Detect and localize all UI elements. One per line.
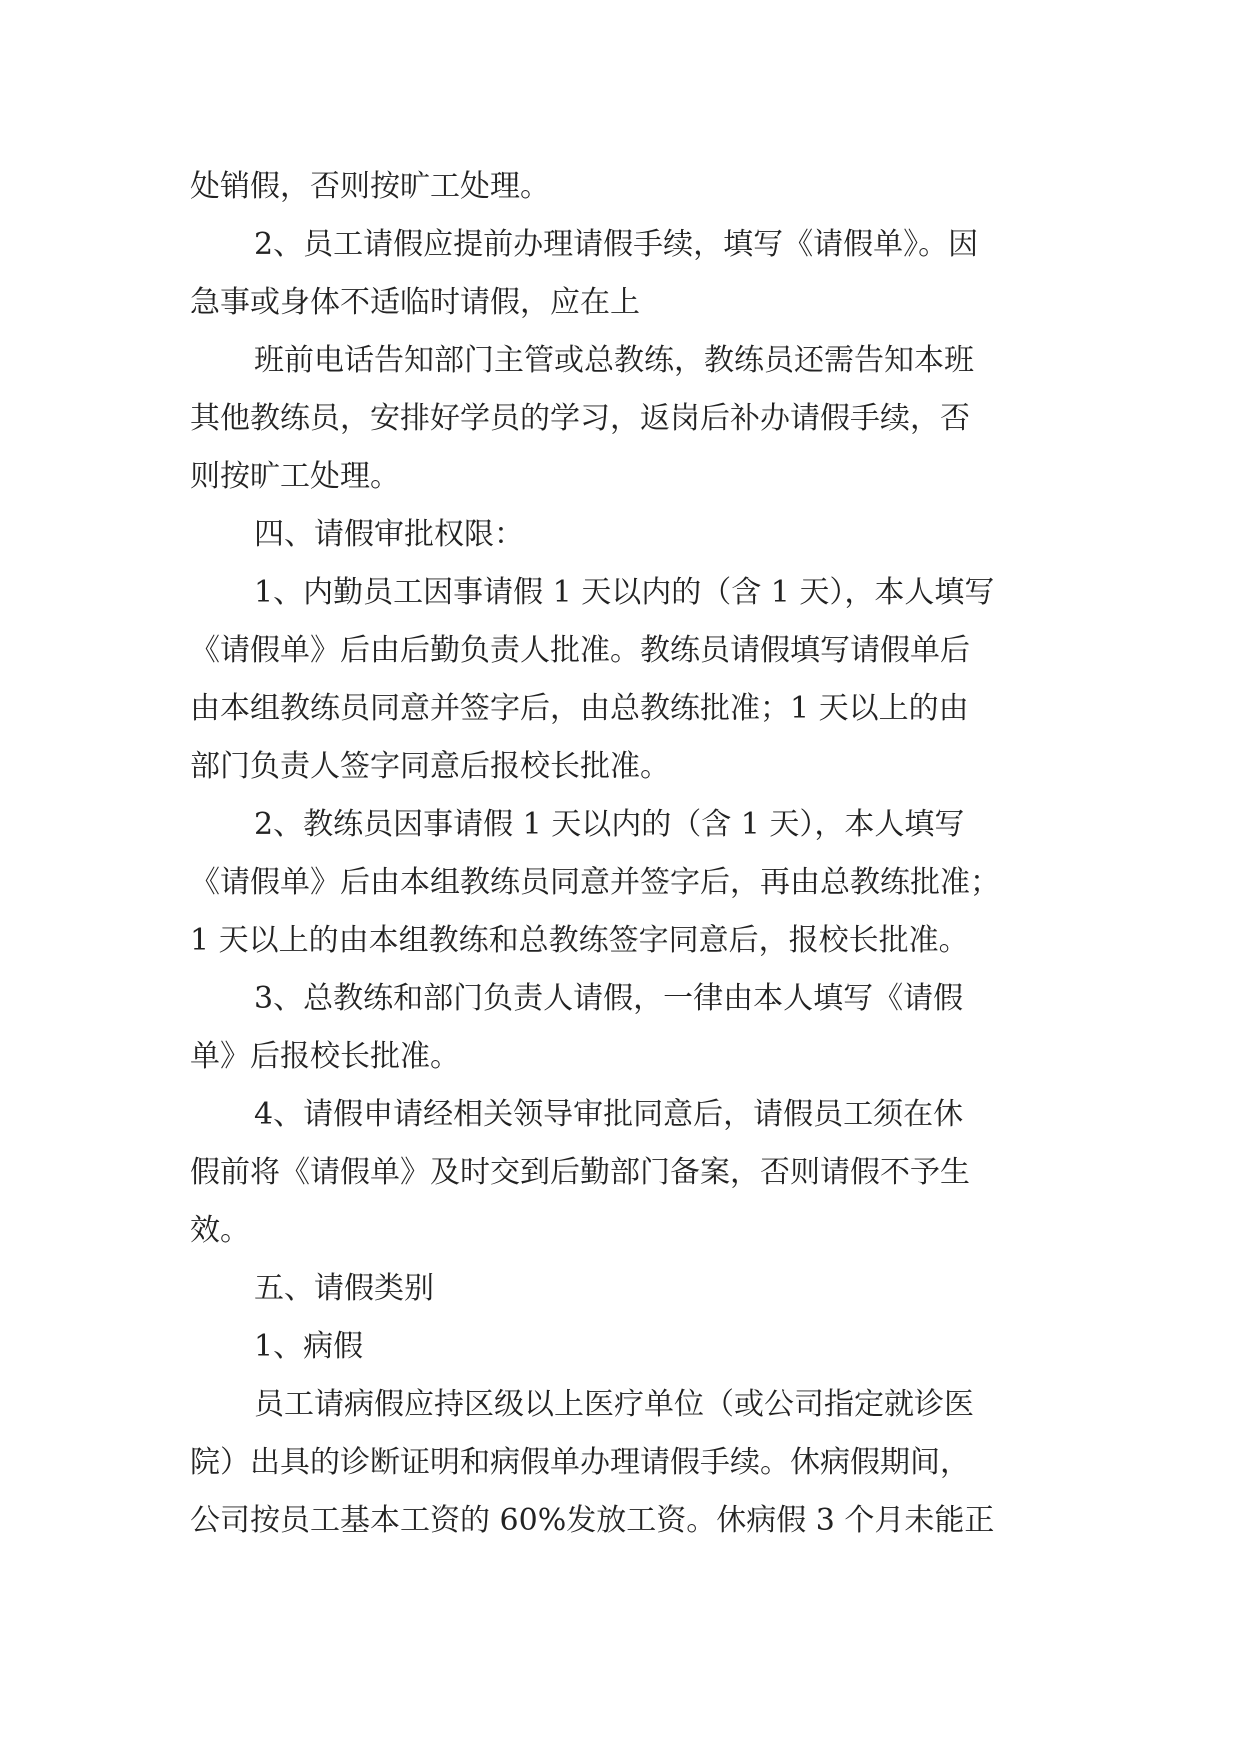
- text-line: 院）出具的诊断证明和病假单办理请假手续。休病假期间，: [190, 1445, 970, 1480]
- text-line: 员工请病假应持区级以上医疗单位（或公司指定就诊医: [254, 1387, 974, 1422]
- text-line: 班前电话告知部门主管或总教练，教练员还需告知本班: [254, 343, 974, 378]
- text-line: 《请假单》后由后勤负责人批准。教练员请假填写请假单后: [190, 633, 970, 668]
- text-line: 2、教练员因事请假 1 天以内的（含 1 天），本人填写: [254, 807, 965, 842]
- document-body: [190, 158, 1060, 1550]
- text-line: 假前将《请假单》及时交到后勤部门备案，否则请假不予生: [190, 1155, 970, 1190]
- text-line: 处销假，否则按旷工处理。: [190, 169, 550, 204]
- text-line: 3、总教练和部门负责人请假，一律由本人填写《请假: [254, 981, 964, 1016]
- text-line: 其他教练员，安排好学员的学习，返岗后补办请假手续，否: [190, 401, 970, 436]
- section-heading: 四、请假审批权限：: [254, 517, 524, 552]
- text-line: 1 天以上的由本组教练和总教练签字同意后，报校长批准。: [190, 923, 969, 958]
- text-line: 效。: [190, 1213, 250, 1248]
- text-line: 则按旷工处理。: [190, 459, 400, 494]
- text-line: 部门负责人签字同意后报校长批准。: [190, 749, 670, 784]
- section-heading: 五、请假类别: [254, 1271, 434, 1306]
- text-line: 由本组教练员同意并签字后，由总教练批准；1 天以上的由: [190, 691, 969, 726]
- text-line: 单》后报校长批准。: [190, 1039, 460, 1074]
- text-line: 4、请假申请经相关领导审批同意后，请假员工须在休: [254, 1097, 964, 1132]
- text-line: 2、员工请假应提前办理请假手续，填写《请假单》。因: [254, 227, 979, 262]
- text-line: 急事或身体不适临时请假，应在上: [190, 285, 640, 320]
- text-line: 1、内勤员工因事请假 1 天以内的（含 1 天），本人填写: [254, 575, 995, 610]
- subsection-heading: 1、病假: [254, 1329, 364, 1364]
- text-line: 《请假单》后由本组教练员同意并签字后，再由总教练批准；: [190, 865, 1000, 900]
- text-line: 公司按员工基本工资的 60%发放工资。休病假 3 个月未能正: [190, 1503, 995, 1538]
